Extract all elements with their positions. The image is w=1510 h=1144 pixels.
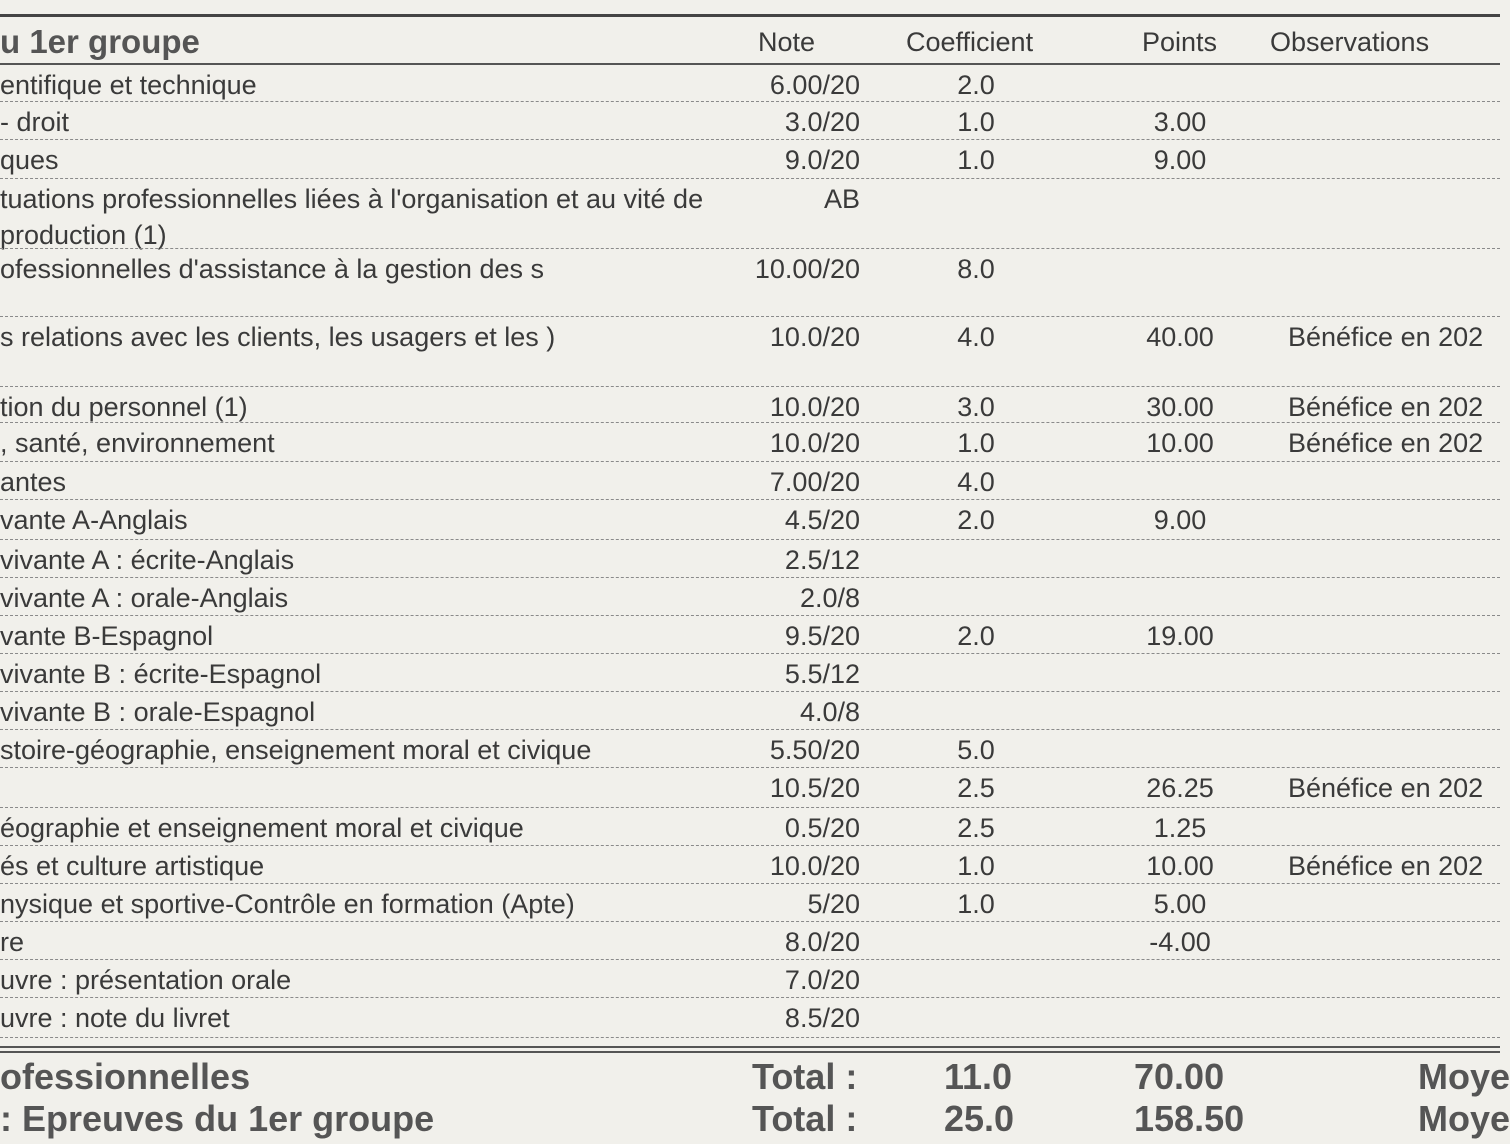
row-points: 1.25: [1153, 813, 1207, 843]
table-row: [0, 65, 1500, 102]
row-coefficient: 3.0: [957, 392, 995, 422]
table-row: [0, 540, 1500, 578]
total-average-label: Moye: [1418, 1056, 1510, 1097]
row-coefficient: 1.0: [957, 145, 995, 175]
row-label: - droit: [0, 107, 70, 137]
total-row: [0, 1094, 1510, 1144]
row-label: tuations professionnelles liées à l'organisation et au vité de production (1): [0, 184, 704, 250]
row-label: tion du personnel (1): [0, 392, 248, 422]
col-header-observations: Observations: [1270, 27, 1430, 57]
row-note: 4.5/20: [784, 505, 860, 535]
row-note: 5.5/12: [784, 659, 860, 689]
row-note: 10.0/20: [769, 392, 860, 422]
row-label: és et culture artistique: [0, 851, 265, 881]
row-label: stoire-géographie, enseignement moral et civique: [0, 735, 592, 765]
row-note: 10.5/20: [769, 773, 860, 803]
row-label: antes: [0, 467, 67, 497]
row-points: 30.00: [1146, 392, 1214, 422]
table-row: [0, 179, 1500, 249]
row-note: 5/20: [807, 889, 860, 919]
row-coefficient: 2.0: [957, 621, 995, 651]
row-note: 9.5/20: [784, 621, 860, 651]
row-label: nysique et sportive-Contrôle en formation (Apte): [0, 889, 575, 919]
row-coefficient: 4.0: [957, 322, 995, 352]
row-label: ques: [0, 145, 59, 175]
table-row: [0, 808, 1500, 846]
row-points: 9.00: [1153, 505, 1207, 535]
row-coefficient: 8.0: [957, 254, 995, 284]
table-row: [0, 462, 1500, 500]
table-row: [0, 922, 1500, 960]
table-row: [0, 423, 1500, 462]
table-row: [0, 730, 1500, 768]
table-row: [0, 249, 1500, 317]
row-points: 3.00: [1153, 107, 1207, 137]
col-header-coefficient: Coefficient: [906, 27, 1034, 57]
row-points: 26.25: [1146, 773, 1214, 803]
row-note: 8.5/20: [784, 1003, 860, 1033]
table-row: [0, 960, 1500, 998]
table-row: [0, 998, 1500, 1038]
row-label: éographie et enseignement moral et civique: [0, 813, 524, 843]
row-note: 10.0/20: [769, 851, 860, 881]
row-points: 10.00: [1146, 428, 1214, 458]
total-row-label: : Epreuves du 1er groupe: [0, 1098, 435, 1139]
table-row: [0, 387, 1500, 423]
row-points: 9.00: [1153, 145, 1207, 175]
row-label: vante B-Espagnol: [0, 621, 214, 651]
row-label: s relations avec les clients, les usagers et les ): [0, 322, 556, 352]
col-header-note: Note: [758, 27, 816, 57]
total-coefficient: 11.0: [944, 1056, 1013, 1097]
row-coefficient: 1.0: [957, 889, 995, 919]
row-coefficient: 1.0: [957, 428, 995, 458]
row-label: uvre : présentation orale: [0, 965, 292, 995]
row-coefficient: 5.0: [957, 735, 995, 765]
row-label: , santé, environnement: [0, 428, 275, 458]
row-coefficient: 2.0: [957, 70, 995, 100]
row-points: 40.00: [1146, 322, 1214, 352]
row-note: 4.0/8: [799, 697, 860, 727]
table-row: [0, 578, 1500, 616]
row-note: 5.50/20: [769, 735, 860, 765]
total-label: Total :: [752, 1098, 858, 1139]
row-label: ofessionnelles d'assistance à la gestion des s: [0, 254, 544, 284]
row-label: re: [0, 927, 25, 957]
row-label: vivante A : orale-Anglais: [0, 583, 289, 613]
row-points: -4.00: [1149, 927, 1211, 957]
table-row: [0, 140, 1500, 179]
row-points: 19.00: [1146, 621, 1214, 651]
row-note: 10.00/20: [754, 254, 860, 284]
table-row: [0, 317, 1500, 387]
table-row: [0, 102, 1500, 140]
total-label: Total :: [752, 1056, 858, 1097]
row-coefficient: 2.0: [957, 505, 995, 535]
table-row: [0, 768, 1500, 808]
row-points: 5.00: [1153, 889, 1207, 919]
row-note: 3.0/20: [784, 107, 860, 137]
row-observation: Bénéfice en 202: [1288, 392, 1484, 422]
table-row: [0, 692, 1500, 730]
row-note: 8.0/20: [784, 927, 860, 957]
row-points: 10.00: [1146, 851, 1214, 881]
table-row: [0, 500, 1500, 540]
col-header-points: Points: [1142, 27, 1218, 57]
row-note: 7.0/20: [784, 965, 860, 995]
total-row-label: ofessionnelles: [0, 1056, 251, 1097]
row-label: vante A-Anglais: [0, 505, 188, 535]
row-coefficient: 2.5: [957, 813, 995, 843]
totals-divider: [0, 1046, 1500, 1048]
row-note: 10.0/20: [769, 322, 860, 352]
row-observation: Bénéfice en 202: [1288, 773, 1484, 803]
total-points: 70.00: [1134, 1056, 1225, 1097]
total-points: 158.50: [1134, 1098, 1245, 1139]
row-note: 2.0/8: [799, 583, 860, 613]
row-coefficient: 1.0: [957, 107, 995, 137]
row-observation: Bénéfice en 202: [1288, 428, 1484, 458]
row-note: 10.0/20: [769, 428, 860, 458]
row-label: vivante B : écrite-Espagnol: [0, 659, 322, 689]
row-label: vivante B : orale-Espagnol: [0, 697, 316, 727]
total-coefficient: 25.0: [944, 1098, 1015, 1139]
row-note: 7.00/20: [769, 467, 860, 497]
row-coefficient: 2.5: [957, 773, 995, 803]
row-label: uvre : note du livret: [0, 1003, 230, 1033]
row-label: entifique et technique: [0, 70, 257, 100]
row-note: AB: [823, 184, 860, 214]
section-title: u 1er groupe: [0, 23, 200, 60]
row-note: 0.5/20: [784, 813, 860, 843]
table-row: [0, 846, 1500, 884]
row-note: 6.00/20: [769, 70, 860, 100]
top-border: [0, 14, 1500, 17]
row-coefficient: 1.0: [957, 851, 995, 881]
table-row: [0, 616, 1500, 654]
row-observation: Bénéfice en 202: [1288, 851, 1484, 881]
row-coefficient: 4.0: [957, 467, 995, 497]
row-note: 9.0/20: [784, 145, 860, 175]
table-row: [0, 654, 1500, 692]
row-note: 2.5/12: [784, 545, 860, 575]
table-row: [0, 884, 1500, 922]
total-average-label: Moye: [1418, 1098, 1510, 1139]
row-label: vivante A : écrite-Anglais: [0, 545, 295, 575]
row-observation: Bénéfice en 202: [1288, 322, 1484, 352]
